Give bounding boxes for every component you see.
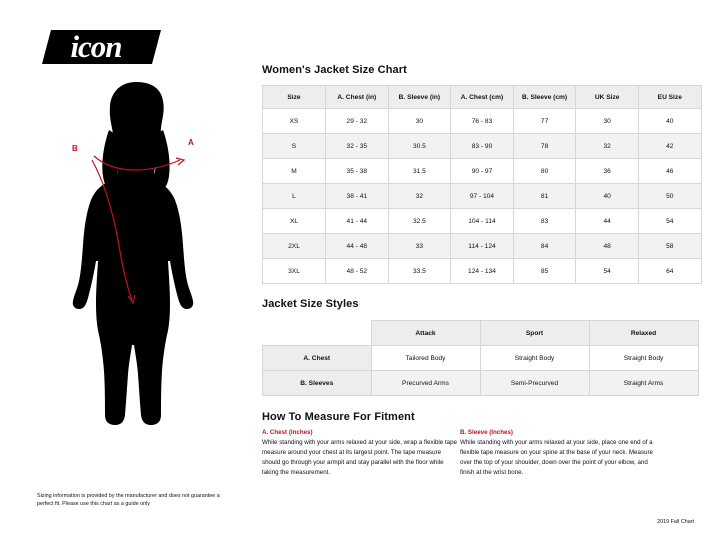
- icon-brand-logo: [36, 26, 161, 68]
- cell-eu: 50: [638, 184, 701, 209]
- styles-row-label-sleeves: B. Sleeves: [263, 371, 372, 396]
- table-row: [263, 109, 702, 134]
- cell-eu: 64: [638, 259, 701, 284]
- cell-size: XS: [263, 109, 326, 134]
- cell-chest-in: 38 - 41: [326, 184, 389, 209]
- cell-uk: 48: [576, 234, 639, 259]
- styles-cell-sleeves-attack: Precurved Arms: [371, 371, 480, 396]
- jacket-size-styles-title: Jacket Size Styles: [262, 298, 359, 310]
- styles-cell-chest-relaxed: Straight Body: [589, 346, 698, 371]
- column-header-chest-cm: A. Chest (cm): [451, 86, 514, 109]
- disclaimer-text: Sizing information is provided by the manufacturer and does not guarantee a perfect fit. Please use this chart as a guide only: [37, 493, 220, 508]
- cell-sleeve-in: 32.5: [388, 209, 451, 234]
- label-b: B: [72, 144, 78, 153]
- cell-uk: 44: [576, 209, 639, 234]
- cell-sleeve-cm: 80: [513, 159, 576, 184]
- size-chart-table: [262, 85, 702, 284]
- cell-uk: 32: [576, 134, 639, 159]
- how-to-measure-chest: [262, 429, 458, 478]
- cell-size: L: [263, 184, 326, 209]
- styles-cell-chest-sport: Straight Body: [480, 346, 589, 371]
- styles-row-label-chest: A. Chest: [263, 346, 372, 371]
- cell-chest-cm: 124 - 134: [451, 259, 514, 284]
- cell-sleeve-in: 30: [388, 109, 451, 134]
- styles-cell-sleeves-relaxed: Straight Arms: [589, 371, 698, 396]
- cell-chest-in: 44 - 48: [326, 234, 389, 259]
- cell-chest-cm: 97 - 104: [451, 184, 514, 209]
- cell-size: 3XL: [263, 259, 326, 284]
- cell-sleeve-cm: 78: [513, 134, 576, 159]
- cell-chest-cm: 114 - 124: [451, 234, 514, 259]
- styles-header-relaxed: Relaxed: [589, 321, 698, 346]
- cell-sleeve-in: 33.5: [388, 259, 451, 284]
- cell-sleeve-in: 31.5: [388, 159, 451, 184]
- cell-sleeve-in: 30.5: [388, 134, 451, 159]
- cell-chest-in: 35 - 38: [326, 159, 389, 184]
- cell-chest-cm: 90 - 97: [451, 159, 514, 184]
- column-header-size: Size: [263, 86, 326, 109]
- cell-eu: 42: [638, 134, 701, 159]
- cell-sleeve-cm: 85: [513, 259, 576, 284]
- table-row: [263, 234, 702, 259]
- female-body-illustration: [30, 78, 245, 478]
- cell-size: XL: [263, 209, 326, 234]
- size-chart-title: Women's Jacket Size Chart: [262, 64, 407, 76]
- column-header-uk-size: UK Size: [576, 86, 639, 109]
- cell-sleeve-cm: 84: [513, 234, 576, 259]
- table-row: [263, 159, 702, 184]
- cell-eu: 54: [638, 209, 701, 234]
- styles-cell-chest-attack: Tailored Body: [371, 346, 480, 371]
- table-row: [263, 346, 699, 371]
- how-to-measure-sleeve-body: While standing with your arms relaxed at your side, place one end of a flexible tape measure on your spine at the base of your neck. Measure over the top of your shoulder, down over the point of your elbow, and finish at the wrist bone.: [460, 439, 653, 477]
- cell-sleeve-in: 32: [388, 184, 451, 209]
- table-row: [263, 209, 702, 234]
- cell-size: S: [263, 134, 326, 159]
- cell-chest-cm: 76 - 83: [451, 109, 514, 134]
- cell-chest-cm: 104 - 114: [451, 209, 514, 234]
- cell-sleeve-cm: 81: [513, 184, 576, 209]
- left-column: [0, 0, 250, 540]
- column-header-chest-in: A. Chest (in): [326, 86, 389, 109]
- table-row: [263, 371, 699, 396]
- cell-chest-in: 29 - 32: [326, 109, 389, 134]
- how-to-measure-chest-body: While standing with your arms relaxed at your side, wrap a flexible tape measure around your chest at its largest point. The tape measure should go through your armpit and stay parallel with the floor while taking the measurement.: [262, 439, 457, 477]
- table-row: [263, 134, 702, 159]
- how-to-measure-sleeve-heading: B. Sleeve (Inches): [460, 429, 513, 436]
- column-header-sleeve-in: B. Sleeve (in): [388, 86, 451, 109]
- cell-uk: 36: [576, 159, 639, 184]
- cell-chest-in: 48 - 52: [326, 259, 389, 284]
- table-row: [263, 259, 702, 284]
- cell-chest-in: 32 - 35: [326, 134, 389, 159]
- column-header-sleeve-cm: B. Sleeve (cm): [513, 86, 576, 109]
- styles-header-row: [263, 321, 699, 346]
- cell-uk: 40: [576, 184, 639, 209]
- column-header-eu-size: EU Size: [638, 86, 701, 109]
- how-to-measure-chest-heading: A. Chest (Inches): [262, 429, 313, 436]
- styles-corner-cell: [263, 321, 372, 346]
- cell-chest-cm: 83 - 90: [451, 134, 514, 159]
- label-a: A: [188, 138, 194, 147]
- cell-eu: 40: [638, 109, 701, 134]
- cell-sleeve-cm: 77: [513, 109, 576, 134]
- styles-cell-sleeves-sport: Semi-Precurved: [480, 371, 589, 396]
- jacket-size-styles-table: [262, 320, 699, 396]
- cell-size: 2XL: [263, 234, 326, 259]
- cell-eu: 58: [638, 234, 701, 259]
- cell-sleeve-cm: 83: [513, 209, 576, 234]
- table-header-row: [263, 86, 702, 109]
- how-to-measure-sleeve: [460, 429, 656, 478]
- cell-eu: 46: [638, 159, 701, 184]
- table-row: [263, 184, 702, 209]
- how-to-measure-title: How To Measure For Fitment: [262, 411, 415, 423]
- cell-uk: 54: [576, 259, 639, 284]
- styles-header-attack: Attack: [371, 321, 480, 346]
- cell-sleeve-in: 33: [388, 234, 451, 259]
- svg-text:icon: icon: [70, 29, 122, 64]
- footer-chart-version: 2019 Fall Chart: [657, 519, 694, 525]
- cell-chest-in: 41 - 44: [326, 209, 389, 234]
- cell-uk: 30: [576, 109, 639, 134]
- cell-size: M: [263, 159, 326, 184]
- styles-header-sport: Sport: [480, 321, 589, 346]
